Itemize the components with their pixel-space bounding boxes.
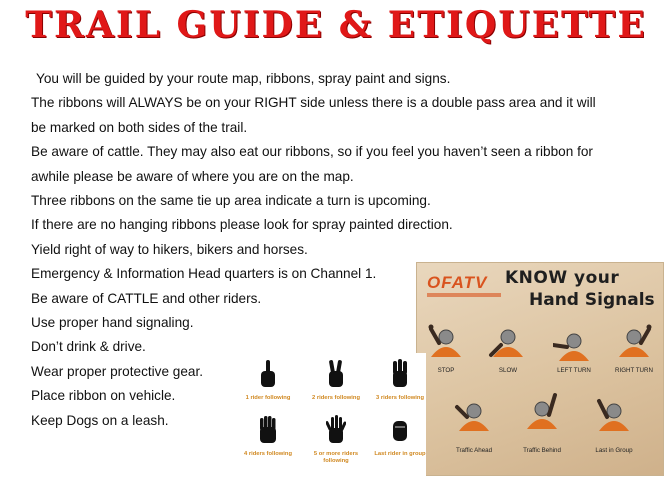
list-item: Wear proper protective gear.: [31, 363, 204, 379]
list-item: Be aware of CATTLE and other riders.: [31, 290, 262, 306]
poster-title-line2: Hand Signals: [529, 290, 655, 310]
finger-signal-label: Last rider in group: [374, 451, 426, 457]
last-in-group-signal-icon: [593, 389, 635, 433]
traffic-ahead-signal-icon: [453, 389, 495, 433]
signal-label: Traffic Behind: [523, 447, 561, 454]
signal-label: Last in Group: [595, 447, 633, 454]
signal-label: SLOW: [498, 367, 518, 374]
stop-signal-icon: [425, 315, 467, 359]
list-item: Three ribbons on the same tie up area indicate a turn is upcoming.: [31, 193, 431, 209]
fist-icon: [390, 415, 410, 445]
list-item: Yield right of way to hikers, bikers and horses.: [31, 241, 308, 257]
hand-signals-poster: [416, 262, 664, 476]
four-fingers-icon: [258, 415, 278, 445]
left-turn-signal-icon: [553, 319, 595, 363]
list-item: The ribbons will ALWAYS be on your RIGHT side unless there is a double pass area and it will: [31, 95, 596, 111]
signal-label: LEFT TURN: [557, 367, 591, 374]
finger-signals-card: [230, 353, 426, 477]
finger-signal-label: 4 riders following: [244, 451, 292, 457]
list-item: If there are no hanging ribbons please look for spray painted direction.: [31, 217, 453, 233]
five-fingers-icon: [326, 415, 346, 445]
slow-signal-icon: [487, 315, 529, 359]
page-title: TRAIL GUIDE & ETIQUETTE: [25, 4, 647, 46]
signal-label: RIGHT TURN: [615, 367, 653, 374]
list-item: You will be guided by your route map, ribbons, spray paint and signs.: [36, 71, 451, 86]
signal-label: Traffic Ahead: [455, 447, 493, 454]
list-item: Use proper hand signaling.: [31, 315, 194, 331]
finger-signal-label: 1 rider following: [245, 395, 291, 401]
traffic-behind-signal-icon: [521, 387, 563, 431]
list-item: Place ribbon on vehicle.: [31, 388, 176, 404]
ofatv-logo: OFATV: [427, 273, 488, 292]
finger-signal-label: 3 riders following: [376, 395, 424, 401]
two-fingers-icon: [326, 359, 346, 389]
right-turn-signal-icon: [613, 315, 655, 359]
one-finger-icon: [258, 359, 278, 389]
list-item: Be aware of cattle. They may also eat our ribbons, so if you feel you haven’t seen a ribbon for: [31, 144, 593, 160]
signal-label: STOP: [437, 367, 455, 374]
list-item: Don’t drink & drive.: [31, 339, 146, 355]
logo-underline: [427, 293, 501, 297]
list-item: Keep Dogs on a leash.: [31, 412, 169, 428]
finger-signal-label: 5 or more riders following: [313, 451, 359, 464]
list-item: awhile please be aware of where you are on the map.: [31, 168, 354, 184]
finger-signal-label: 2 riders following: [312, 395, 360, 401]
poster-title-line1: KNOW your: [505, 268, 620, 288]
list-item: be marked on both sides of the trail.: [31, 119, 248, 135]
list-item: Emergency & Information Head quarters is on Channel 1.: [31, 266, 377, 282]
three-fingers-icon: [390, 359, 410, 389]
